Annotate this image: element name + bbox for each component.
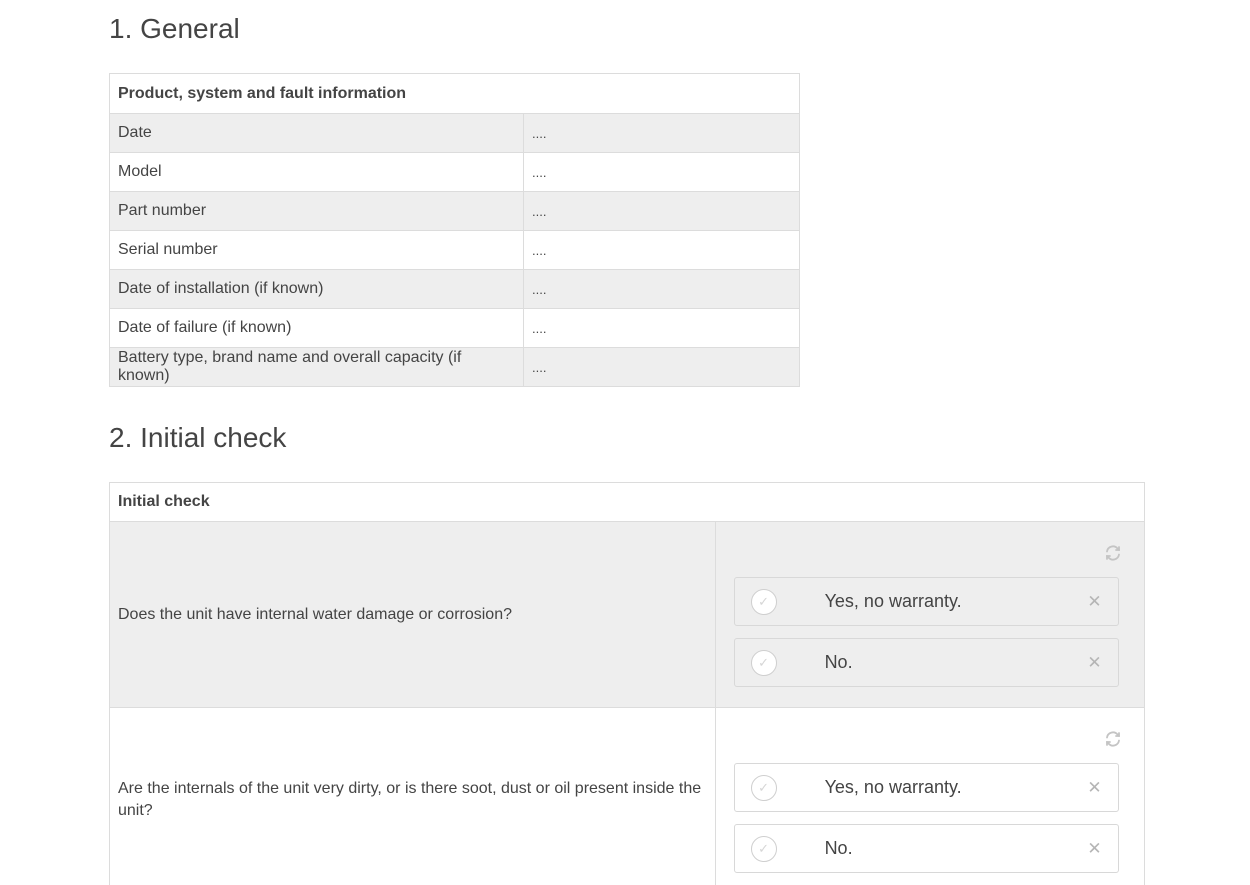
product-info-table [109, 73, 800, 387]
row-label: Model [110, 153, 524, 192]
close-icon[interactable]: ✕ [1087, 778, 1102, 797]
table-row [110, 231, 800, 270]
row-label: Date of failure (if known) [110, 309, 524, 348]
refresh-icon[interactable] [1104, 544, 1122, 562]
row-value[interactable]: .... [524, 192, 800, 231]
row-value[interactable]: .... [524, 114, 800, 153]
answer-options [716, 522, 1144, 707]
section-title-initial-check: 2. Initial check [109, 422, 287, 453]
table-row [110, 114, 800, 153]
checkmark-icon[interactable]: ✓ [751, 589, 777, 615]
option-yes-no-warranty[interactable] [734, 577, 1119, 626]
row-value[interactable]: .... [524, 231, 800, 270]
table-row [110, 270, 800, 309]
question-row [110, 708, 1144, 885]
refresh-icon[interactable] [1104, 730, 1122, 748]
question-row [110, 522, 1144, 708]
question-text: Are the internals of the unit very dirty, or is there soot, dust or oil present inside the unit? [110, 708, 716, 885]
checkmark-icon[interactable]: ✓ [751, 836, 777, 862]
option-label: Yes, no warranty. [824, 591, 962, 611]
checkmark-icon[interactable]: ✓ [751, 650, 777, 676]
answer-options [716, 708, 1144, 885]
option-yes-no-warranty[interactable] [734, 763, 1119, 812]
row-label: Serial number [110, 231, 524, 270]
table-row [110, 192, 800, 231]
option-label: No. [824, 652, 853, 672]
row-label: Battery type, brand name and overall capacity (if known) [110, 348, 524, 387]
option-no[interactable] [734, 638, 1119, 687]
initial-check-table [109, 482, 1145, 885]
checkmark-icon[interactable]: ✓ [751, 775, 777, 801]
table-header: Product, system and fault information [110, 74, 800, 114]
close-icon[interactable]: ✕ [1087, 653, 1102, 672]
option-label: Yes, no warranty. [824, 777, 962, 797]
option-label: No. [824, 838, 853, 858]
row-label: Part number [110, 192, 524, 231]
table-header: Initial check [110, 483, 1144, 522]
question-text: Does the unit have internal water damage or corrosion? [110, 522, 716, 707]
row-label: Date [110, 114, 524, 153]
section-title-general: 1. General [109, 13, 240, 44]
table-row [110, 309, 800, 348]
table-row [110, 153, 800, 192]
close-icon[interactable]: ✕ [1087, 592, 1102, 611]
row-value[interactable]: .... [524, 153, 800, 192]
row-value[interactable]: .... [524, 270, 800, 309]
table-row [110, 348, 800, 387]
row-label: Date of installation (if known) [110, 270, 524, 309]
row-value[interactable]: .... [524, 309, 800, 348]
option-no[interactable] [734, 824, 1119, 873]
row-value[interactable]: .... [524, 348, 800, 387]
close-icon[interactable]: ✕ [1087, 839, 1102, 858]
